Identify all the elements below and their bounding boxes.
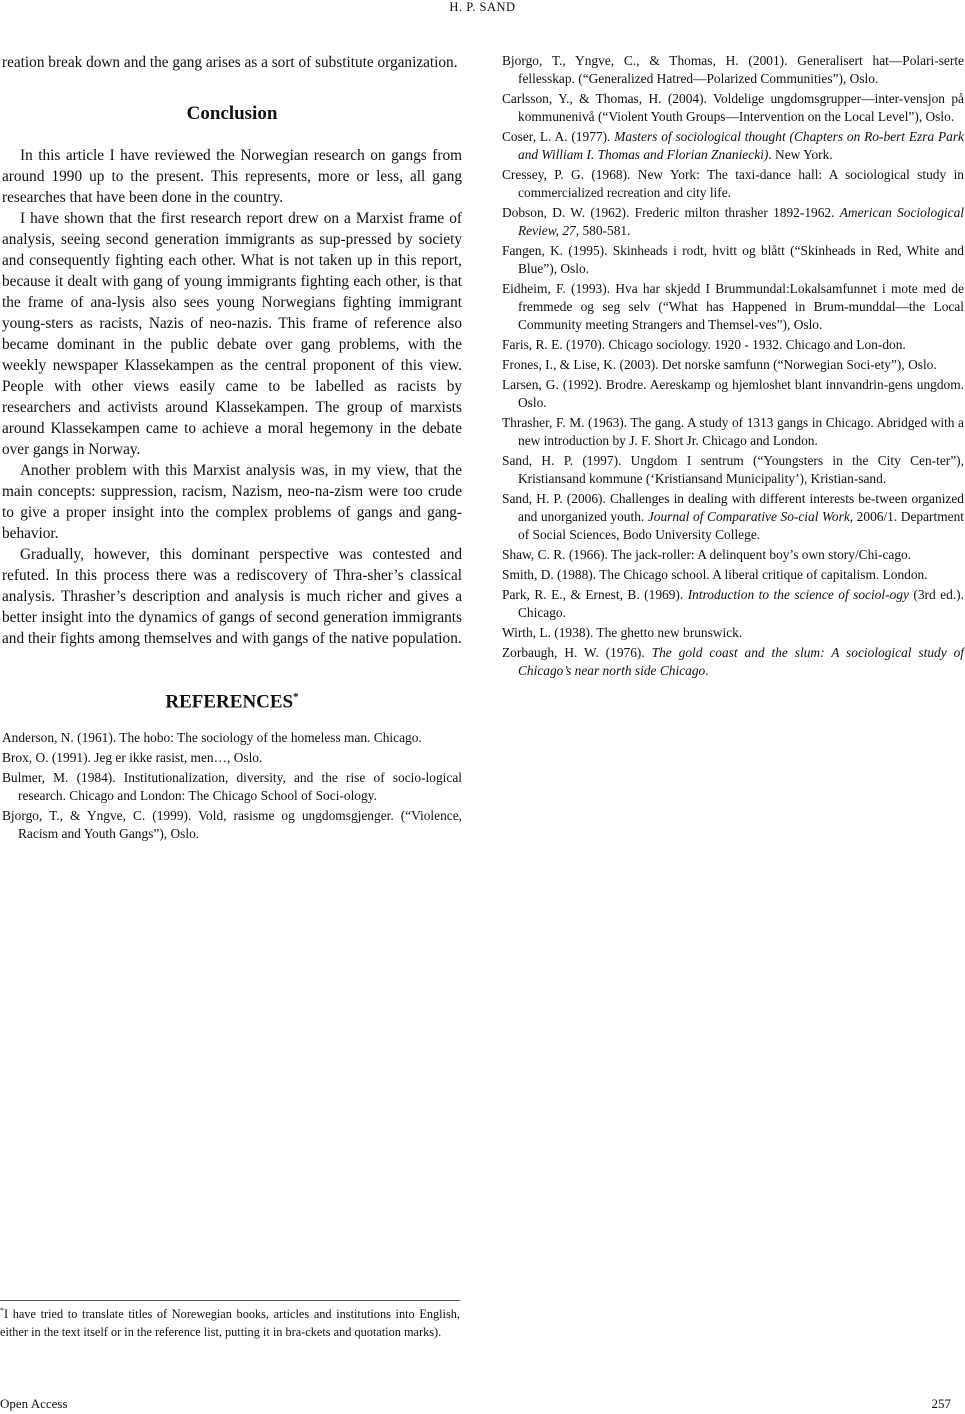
reference-entry: [502, 452, 964, 488]
reference-entry: [502, 90, 964, 126]
references-heading-text: REFERENCES: [165, 691, 294, 713]
reference-text: . New York.: [768, 147, 833, 162]
footnote-rule: [0, 1300, 460, 1301]
conclusion-paragraph: In this article I have reviewed the Norwegian research on gangs from around 1990 up to the present. This represents, more or less, all gang researches that have been done in the country.: [2, 147, 462, 206]
reference-entry: [502, 242, 964, 278]
reference-text: Carlsson, Y., & Thomas, H. (2004). Voldelige ungdomsgrupper—inter-vensjon på kommunenivå (“Violent Youth Groups—Intervention on the Local Level”), Oslo.: [502, 91, 964, 124]
reference-text: Sand, H. P. (1997). Ungdom I sentrum (“Youngsters in the City Cen-ter”), Kristiansand kommune (‘Kristiansand Municipality’), Kristian-sand.: [502, 453, 964, 486]
reference-title-italic: American Sociological Review, 27,: [518, 205, 964, 238]
reference-entry: Brox, O. (1991). Jeg er ikke rasist, men…, Oslo.: [2, 750, 263, 766]
references-heading: [2, 691, 462, 713]
reference-text: Zorbaugh, H. W. (1976).: [502, 645, 652, 660]
reference-text: Frones, I., & Lise, K. (2003). Det norske samfunn (“Norwegian Soci-ety”), Oslo.: [502, 357, 937, 372]
reference-entry: [502, 376, 964, 412]
reference-text: 580-581.: [579, 223, 631, 238]
reference-text: .: [705, 663, 709, 678]
journal-footer: Open Access: [0, 1396, 68, 1411]
reference-text: Larsen, G. (1992). Brodre. Aereskamp og hjemloshet blant innvandrin-gens ungdom. Oslo.: [502, 377, 964, 410]
reference-list-left: [2, 729, 462, 843]
conclusion-paragraph: Another problem with this Marxist analysis was, in my view, that the main concepts: suppression, racism, Nazism, neo-na-zism were too crude to give a proper insight into the complex problems of gangs and gang-behavior.: [2, 462, 462, 542]
reference-text: Sand, H. P. (2006). Challenges in dealing with different interests be-tween organized and unorganized youth.: [502, 491, 964, 524]
reference-entry: [502, 490, 964, 544]
conclusion-paragraph: I have shown that the first research report drew on a Marxist frame of analysis, seeing second generation immigrants as sup-pressed by society and consequently fighting each other. What is not taken up in this report, because it dealt with gang of young immigrants fighting each other, is that the frame of ana-lysis also sees young Norwegians fighting immigrant young-sters as racists, Nazis of neo-nazis. This frame of reference also became dominant in the public debate over gang problems, with the weekly newspaper Klassekampen as the central proponent of this view. People with other views easily came to be labelled as racists by researchers and activists around Klassekampen. The group of marxists around Klassekampen came to achieve a moral hegemony in the debate over gangs in Norway.: [2, 210, 462, 458]
footnote-marker: *: [293, 691, 299, 703]
reference-entry: [502, 128, 964, 164]
reference-entry: [502, 280, 964, 334]
reference-entry: [502, 624, 964, 642]
reference-entry: Bulmer, M. (1984). Institutionalization, diversity, and the rise of socio-logical research. Chicago and London: The Chicago School of Soci-ology.: [2, 770, 462, 804]
reference-text: Wirth, L. (1938). The ghetto new brunswick.: [502, 625, 743, 640]
reference-entry: [502, 52, 964, 88]
reference-list-right: [502, 52, 964, 680]
reference-entry: [502, 414, 964, 450]
reference-text: Cressey, P. G. (1968). New York: The taxi-dance hall: A sociological study in commercialized recreation and city life.: [502, 167, 964, 200]
reference-text: Dobson, D. W. (1962). Frederic milton thrasher 1892-1962.: [502, 205, 840, 220]
reference-entry: Anderson, N. (1961). The hobo: The sociology of the homeless man. Chicago.: [2, 730, 422, 746]
reference-text: Bjorgo, T., Yngve, C., & Thomas, H. (2001). Generalisert hat—Polari-serte fellesskap. (“Generalized Hatred—Polarized Communities”), Oslo.: [502, 53, 964, 86]
reference-text: , 2006/1. Department of Social Sciences, Bodo University College.: [518, 509, 964, 542]
reference-entry: [502, 336, 964, 354]
reference-title-italic: Journal of Comparative So-cial Work: [647, 509, 850, 524]
reference-text: Eidheim, F. (1993). Hva har skjedd I Brummundal:Lokalsamfunnet i mote med de fremmede og seg selv (“What has Happened in Brum-munddal—the Local Community meeting Strangers and Themsel-ves”), Oslo.: [502, 281, 964, 332]
footnote: [0, 1302, 460, 1341]
intro-paragraph: reation break down and the gang arises as a sort of substitute organization.: [2, 54, 458, 71]
reference-entry: [502, 204, 964, 240]
reference-text: (3rd ed.). Chicago.: [518, 587, 964, 620]
page-number: 257: [931, 1396, 951, 1411]
reference-entry: [502, 356, 964, 374]
reference-text: Smith, D. (1988). The Chicago school. A liberal critique of capitalism. London.: [502, 567, 928, 582]
reference-text: Thrasher, F. M. (1963). The gang. A study of 1313 gangs in Chicago. Abridged with a new introduction by J. F. Short Jr. Chicago and London.: [502, 415, 964, 448]
reference-text: Fangen, K. (1995). Skinheads i rodt, hvitt og blått (“Skinheads in Red, White and Blue”), Oslo.: [502, 243, 964, 276]
reference-entry: [502, 566, 964, 584]
reference-title-italic: Masters of sociological thought (Chapters on Ro-bert Ezra Park and William I. Thomas and Florian Znaniecki): [518, 129, 964, 162]
reference-entry: [502, 644, 964, 680]
reference-text: Shaw, C. R. (1966). The jack-roller: A delinquent boy’s own story/Chi-cago.: [502, 547, 912, 562]
reference-entry: [502, 586, 964, 622]
reference-title-italic: The gold coast and the slum: A sociological study of Chicago’s near north side Chicago: [518, 645, 964, 678]
running-head: H. P. SAND: [449, 0, 516, 14]
footnote-marker: *: [0, 1306, 4, 1315]
reference-title-italic: Introduction to the science of sociol-ogy: [687, 587, 909, 602]
reference-entry: Bjorgo, T., & Yngve, C. (1999). Vold, rasisme og ungdomsgjenger. (“Violence, Racism and Youth Gangs”), Oslo.: [2, 808, 462, 842]
reference-entry: [502, 166, 964, 202]
reference-text: Faris, R. E. (1970). Chicago sociology. 1920 - 1932. Chicago and Lon-don.: [502, 337, 906, 352]
reference-entry: [502, 546, 964, 564]
footnote-text: I have tried to translate titles of Norewegian books, articles and institutions into English, either in the text itself or in the reference list, putting it in bra-ckets and quotation marks).: [0, 1307, 460, 1340]
reference-text: Coser, L. A. (1977).: [502, 129, 615, 144]
conclusion-heading: Conclusion: [186, 103, 278, 124]
right-column: [502, 52, 964, 682]
conclusion-paragraph: Gradually, however, this dominant perspective was contested and refuted. In this process there was a rediscovery of Thra-sher’s classical analysis. Thrasher’s description and analysis is much richer and gives a better insight into the dynamics of gangs of second generation immigrants and their fights among themselves and with gangs of the native population.: [2, 546, 462, 647]
left-column: [2, 52, 462, 845]
reference-text: Park, R. E., & Ernest, B. (1969).: [502, 587, 688, 602]
